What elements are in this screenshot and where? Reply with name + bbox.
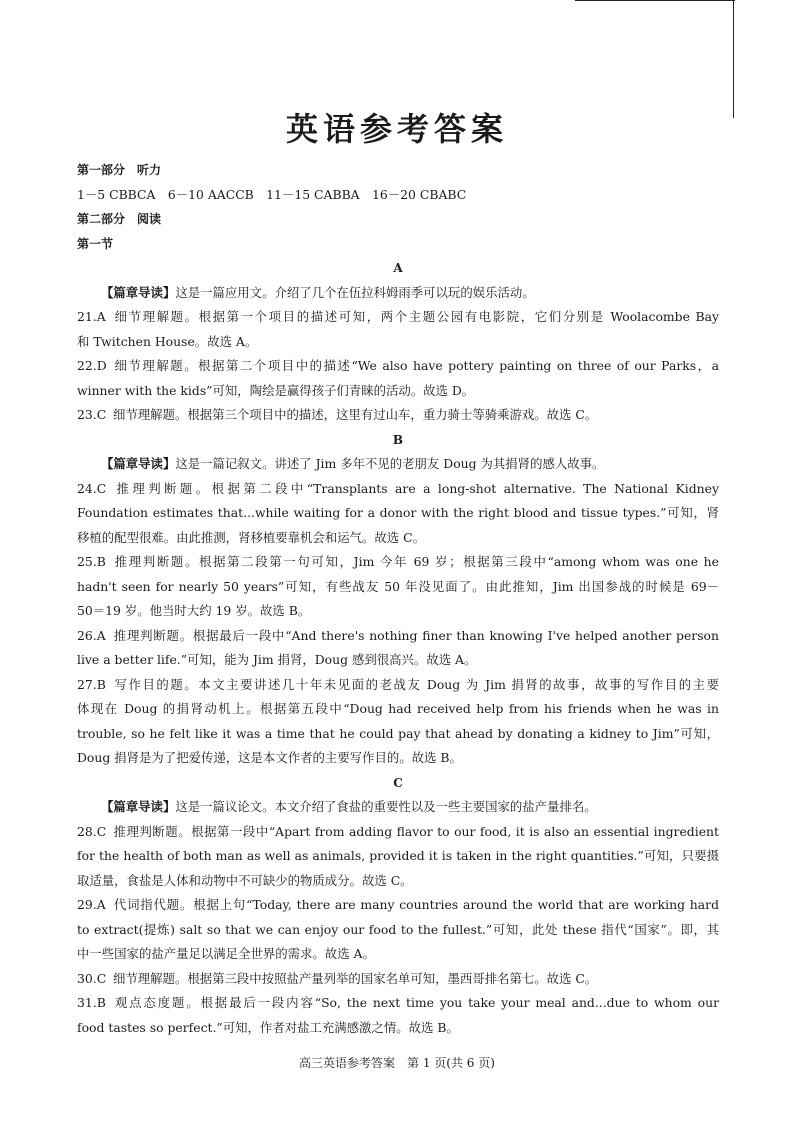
answer-21	[77, 305, 719, 330]
guide-label: 【篇章导读】	[101, 284, 176, 300]
answer-25	[77, 550, 719, 575]
answer-25-cont: hadn't seen for nearly 50 years”可知，有些战友 50 年没见面了。由此推知，Jim 出国参战的时候是 69－	[77, 578, 719, 594]
answer-27	[77, 673, 719, 698]
answer-text: 推理判断题。根据最后一段中“And there's nothing finer than knowing I've helped another person	[113, 627, 719, 643]
corner-border-top	[575, 0, 735, 1]
answer-number: 23.C	[77, 407, 107, 422]
answer-26-cont: live a better life.”可知，能为 Jim 捐肾，Doug 感到很高兴。故选 A。	[77, 652, 477, 667]
corner-border-right	[733, 0, 734, 118]
answer-number: 25.B	[77, 554, 106, 569]
answer-number: 24.C	[77, 480, 107, 496]
answer-number: 28.C	[77, 823, 107, 839]
listening-answers: 1－5 CBBCA 6－10 AACCB 11－15 CABBA 16－20 CBABC	[77, 186, 467, 202]
section-reading-label: 第二部分 阅读	[77, 212, 162, 226]
answer-25-cont2: 50＝19 岁。他当时大约 19 岁。故选 B。	[77, 603, 311, 618]
answer-22-cont: winner with the kids”可知，陶绘是赢得孩子们青睐的活动。故选 D。	[77, 382, 475, 398]
guide-label: 【篇章导读】	[101, 799, 176, 814]
answer-22	[77, 354, 719, 379]
guide-text: 这是一篇议论文。本文介绍了食盐的重要性以及一些主要国家的盐产量排名。	[175, 799, 597, 814]
answer-content	[77, 158, 719, 1040]
answer-27-cont3: Doug 捐肾是为了把爱传递，这是本文作者的主要写作目的。故选 B。	[77, 750, 462, 765]
page-title: 英语参考答案	[285, 110, 508, 148]
answer-28	[77, 820, 719, 845]
answer-text: 细节理解题。根据第三个项目中的描述，这里有过山车，重力骑士等骑乘游戏。故选 C。	[113, 407, 598, 422]
answer-number: 22.D	[77, 358, 107, 373]
guide-label: 【篇章导读】	[101, 456, 176, 471]
answer-31-cont: food tastes so perfect.”可知，作者对盐工充满感激之情。故选 B。	[77, 1019, 459, 1035]
answer-28-cont2: 取适量，食盐是人体和动物中不可缺少的物质成分。故选 C。	[77, 872, 413, 888]
answer-text: 细节理解题。根据第一个项目的描述可知，两个主题公园有电影院，它们分别是 Woolacombe Bay	[113, 309, 719, 324]
answer-text: 观点态度题。根据最后一段内容“So, the next time you take your meal and...due to whom our	[113, 995, 719, 1010]
answer-24-cont2: 移植的配型很难。由此推测，肾移植要靠机会和运气。故选 C。	[77, 529, 425, 545]
passage-c-guide	[77, 795, 719, 820]
section-listening-label: 第一部分 听力	[77, 163, 162, 177]
answer-number: 29.A	[77, 897, 106, 912]
answer-text: 细节理解题。根据第二个项目中的描述“We also have pottery painting on three of our Parks，a	[113, 358, 719, 373]
guide-text: 这是一篇记叙文。讲述了 Jim 多年不见的老朋友 Doug 为其捐肾的感人故事。	[175, 456, 605, 471]
answer-text: 推理判断题。根据第二段中“Transplants are a long-shot alternative. The National Kidney	[113, 480, 719, 496]
answer-number: 27.B	[77, 676, 106, 692]
answer-text: 细节理解题。根据第三段中按照盐产量列举的国家名单可知，墨西哥排名第七。故选 C。	[113, 970, 598, 986]
guide-text: 这是一篇应用文。介绍了几个在伍拉科姆雨季可以玩的娱乐活动。	[175, 284, 535, 300]
answer-31	[77, 991, 719, 1016]
answer-text: 代词指代题。根据上句“Today, there are many countries around the world that are working hard	[113, 897, 719, 912]
answer-26	[77, 624, 719, 649]
answer-27-cont: 体现在 Doug 的捐肾动机上。根据第五段中“Doug had received help from his friends when he was in	[77, 701, 719, 716]
answer-30	[77, 967, 719, 992]
page-footer: 高三英语参考答案 第 1 页(共 6 页)	[299, 1056, 495, 1070]
answer-text: 推理判断题。根据第二段第一句可知，Jim 今年 69 岁；根据第三段中“among whom was one he	[113, 554, 719, 569]
answer-number: 26.A	[77, 627, 106, 643]
passage-c-heading: C	[393, 775, 403, 790]
answer-28-cont: for the health of both man as well as animals, provided it is taken in the right quantities.”可知，只要摄	[77, 848, 719, 863]
answer-24-cont: Foundation estimates that...while waiting for a donor with the right blood and tissue types.”可知，肾	[77, 505, 719, 520]
passage-b-heading: B	[392, 432, 404, 447]
answer-29-cont2: 中一些国家的盐产量足以满足全世界的需求。故选 A。	[77, 946, 375, 961]
passage-b-guide	[77, 452, 719, 477]
answer-number: 31.B	[77, 995, 106, 1010]
passage-a-guide	[77, 281, 719, 306]
subsection-label: 第一节	[77, 236, 114, 251]
answer-number: 21.A	[77, 309, 106, 324]
answer-number: 30.C	[77, 970, 107, 986]
passage-a-heading: A	[393, 261, 403, 275]
answer-24	[77, 477, 719, 502]
answer-29	[77, 893, 719, 918]
answer-21-cont: 和 Twitchen House。故选 A。	[77, 333, 258, 349]
answer-text: 推理判断题。根据第一段中“Apart from adding flavor to our food, it is also an essential ingredient	[113, 823, 719, 839]
answer-23	[77, 403, 719, 428]
answer-29-cont: to extract(提炼) salt so that we can enjoy our food to the fullest.”可知，此处 these 指代“国家”。即，其	[77, 921, 719, 937]
answer-27-cont2: trouble, so he felt like it was a time that he could pay that ahead by donating a kidney to Jim”可知，	[77, 725, 719, 741]
answer-text: 写作目的题。本文主要讲述几十年未见面的老战友 Doug 为 Jim 捐肾的故事，故事的写作目的主要	[113, 676, 719, 692]
